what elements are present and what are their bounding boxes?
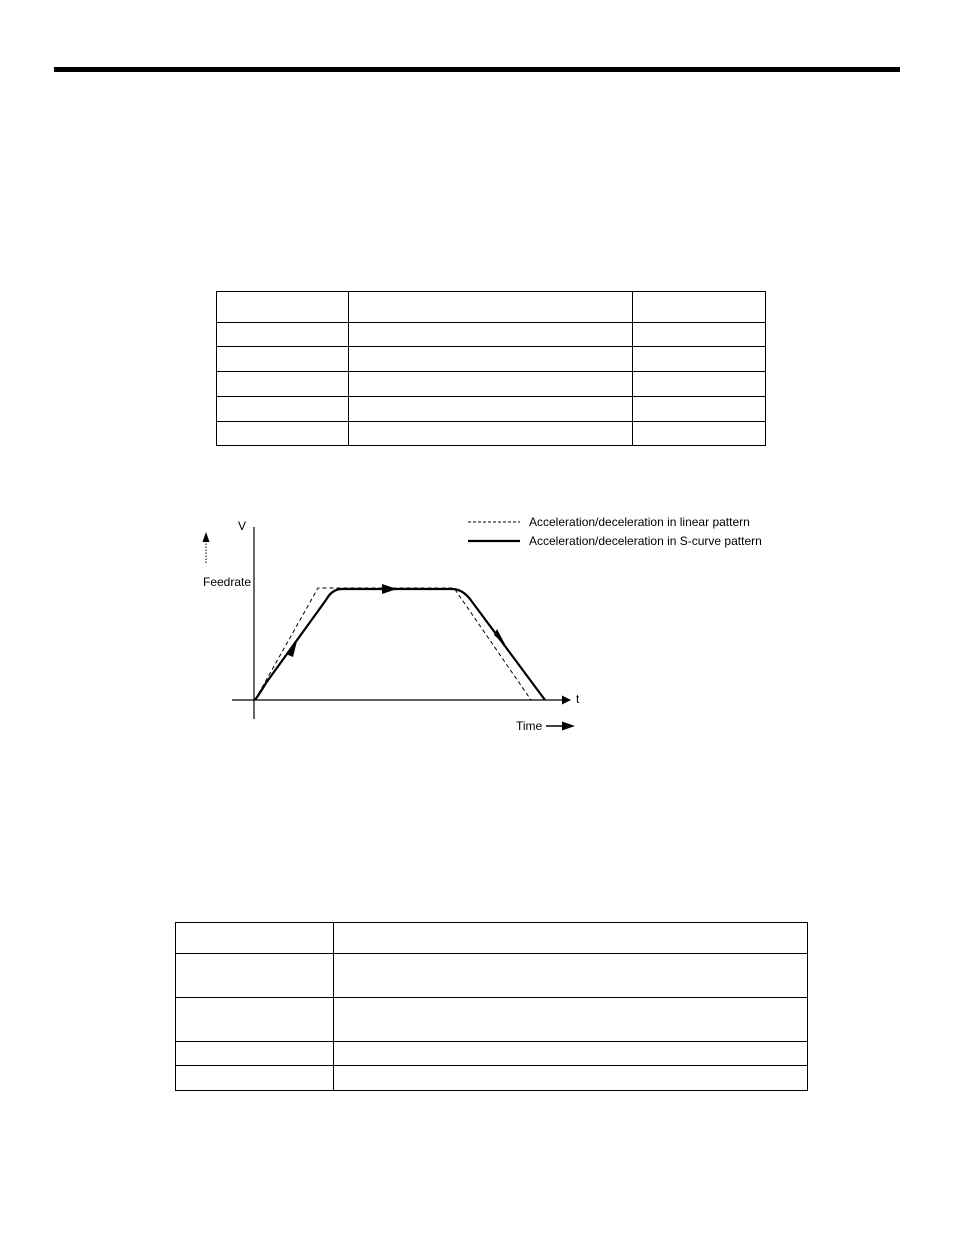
curve-direction-arrow-icon	[382, 584, 397, 594]
table-cell	[348, 397, 632, 422]
table-cell	[348, 292, 632, 323]
table-cell	[348, 422, 632, 446]
up-arrow-icon	[203, 532, 210, 563]
x-axis-label: Time	[516, 719, 543, 733]
table-cell	[217, 372, 349, 397]
table-cell	[176, 923, 334, 954]
x-axis-symbol: t	[576, 692, 580, 706]
table-row	[217, 422, 766, 446]
table-cell	[633, 372, 766, 397]
curve-direction-arrow-icon	[286, 641, 297, 657]
table-cell	[633, 323, 766, 347]
legend-linear-label: Acceleration/deceleration in linear pattern	[529, 515, 750, 529]
table-row	[176, 998, 808, 1042]
y-axis-symbol: V	[238, 519, 247, 533]
header-rule	[54, 67, 900, 72]
table-cell	[633, 347, 766, 372]
table-cell	[633, 397, 766, 422]
parameter-table-1	[216, 291, 766, 446]
table-cell	[217, 422, 349, 446]
curve-direction-arrow-icon	[494, 629, 506, 646]
table-cell	[176, 1042, 334, 1066]
table-row	[176, 923, 808, 954]
table-cell	[333, 1042, 807, 1066]
s-curve-pattern-curve	[255, 589, 545, 700]
table-cell	[333, 923, 807, 954]
y-axis-label: Feedrate	[203, 575, 252, 589]
table-row	[217, 292, 766, 323]
table-cell	[176, 1066, 334, 1091]
table-cell	[348, 323, 632, 347]
table-cell	[217, 323, 349, 347]
table-cell	[633, 292, 766, 323]
table-row	[217, 347, 766, 372]
table-cell	[333, 998, 807, 1042]
table-cell	[217, 347, 349, 372]
table-cell	[217, 292, 349, 323]
table-cell	[633, 422, 766, 446]
table-row	[176, 1042, 808, 1066]
feedrate-time-figure	[200, 505, 780, 740]
table-row	[176, 1066, 808, 1091]
linear-pattern-curve	[255, 588, 531, 700]
table-row	[176, 954, 808, 998]
table-row	[217, 372, 766, 397]
table-cell	[348, 372, 632, 397]
table-row	[217, 323, 766, 347]
table-cell	[333, 1066, 807, 1091]
table-cell	[348, 347, 632, 372]
parameter-table-2	[175, 922, 808, 1091]
right-arrow-icon	[546, 722, 575, 731]
table-cell	[217, 397, 349, 422]
legend-s-curve-label: Acceleration/deceleration in S-curve pattern	[529, 534, 762, 548]
table-row	[217, 397, 766, 422]
table-cell	[333, 954, 807, 998]
table-cell	[176, 954, 334, 998]
table-cell	[176, 998, 334, 1042]
